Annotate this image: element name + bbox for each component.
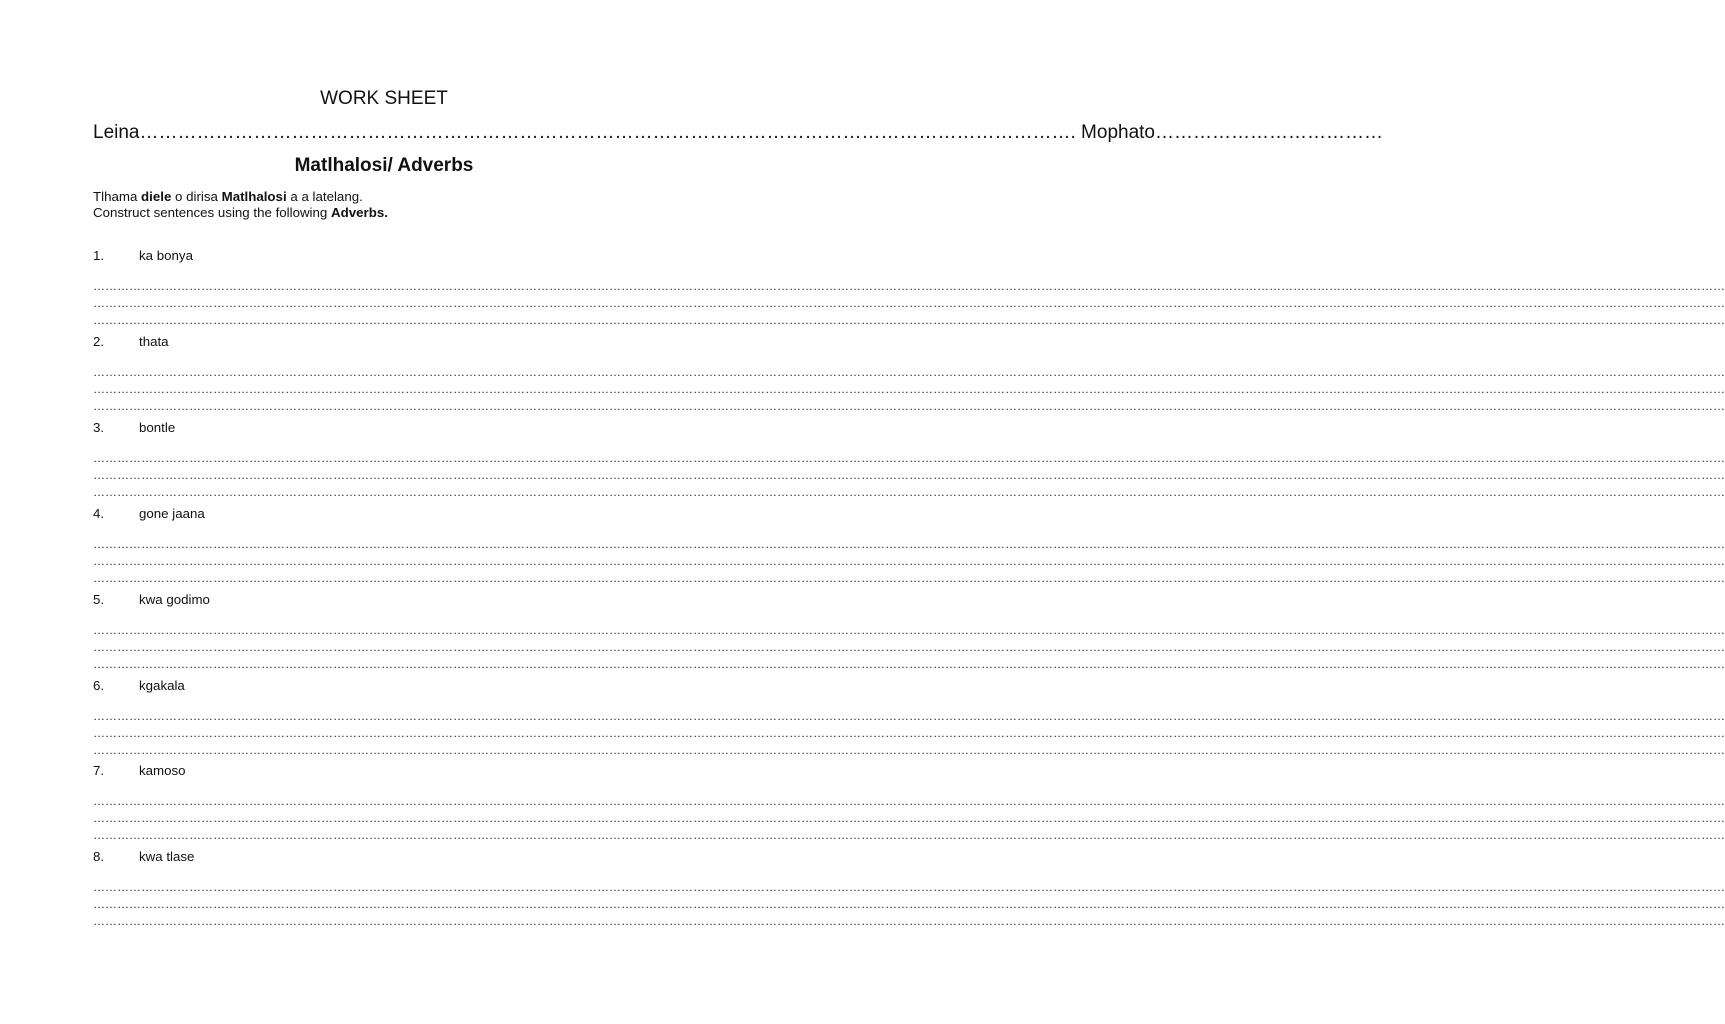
adverb-word: kwa godimo (139, 592, 210, 607)
answer-line[interactable]: ………………………………………………………………………………………………………………………………………………………………………………………………………………………………………………………………………………………………………………………………………………………………………… (93, 537, 1725, 551)
answer-line[interactable]: ………………………………………………………………………………………………………………………………………………………………………………………………………………………………………………………………………………………………………………………………………………………………………… (93, 296, 1725, 310)
answer-line[interactable]: ………………………………………………………………………………………………………………………………………………………………………………………………………………………………………………………………………………………………………………………………………………………………………… (93, 657, 1725, 671)
exercise-number: 1. (93, 248, 105, 263)
exercise-heading (93, 678, 693, 694)
exercise-number: 7. (93, 763, 105, 778)
instruction-bold: diele (141, 189, 172, 204)
adverb-word: kwa tlase (139, 849, 195, 864)
instruction-bold: Matlhalosi (221, 189, 287, 204)
exercise-number: 8. (93, 849, 105, 864)
instruction-bold: Adverbs. (331, 205, 388, 220)
exercise-heading (93, 420, 693, 436)
exercise-number: 6. (93, 678, 105, 693)
answer-line[interactable]: ………………………………………………………………………………………………………………………………………………………………………………………………………………………………………………………………………………………………………………………………………………………………………… (93, 811, 1725, 825)
exercise-heading (93, 763, 693, 779)
answer-line[interactable]: ………………………………………………………………………………………………………………………………………………………………………………………………………………………………………………………………………………………………………………………………………………………………………… (93, 880, 1725, 894)
exercise-item (93, 763, 1725, 844)
exercise-item (93, 506, 1725, 587)
exercise-number: 2. (93, 334, 105, 349)
answer-line[interactable]: ………………………………………………………………………………………………………………………………………………………………………………………………………………………………………………………………………………………………………………………………………………………………………… (93, 399, 1725, 413)
adverb-word: bontle (139, 420, 176, 435)
answer-line[interactable]: ………………………………………………………………………………………………………………………………………………………………………………………………………………………………………………………………………………………………………………………………………………………………………… (93, 914, 1725, 928)
exercise-number: 3. (93, 420, 105, 435)
answer-line[interactable]: ………………………………………………………………………………………………………………………………………………………………………………………………………………………………………………………………………………………………………………………………………………………………………… (93, 279, 1725, 293)
answer-line[interactable]: ………………………………………………………………………………………………………………………………………………………………………………………………………………………………………………………………………………………………………………………………………………………………………… (93, 382, 1725, 396)
answer-line[interactable]: ………………………………………………………………………………………………………………………………………………………………………………………………………………………………………………………………………………………………………………………………………………………………………… (93, 554, 1725, 568)
worksheet-subtitle: Matlhalosi/ Adverbs (294, 155, 474, 176)
adverb-word: ka bonya (139, 248, 193, 263)
adverb-word: kgakala (139, 678, 185, 693)
answer-line[interactable]: ………………………………………………………………………………………………………………………………………………………………………………………………………………………………………………………………………………………………………………………………………………………………………… (93, 709, 1725, 723)
answer-line[interactable]: ………………………………………………………………………………………………………………………………………………………………………………………………………………………………………………………………………………………………………………………………………………………………………… (93, 365, 1725, 379)
instruction-english (93, 205, 388, 221)
exercise-number: 4. (93, 506, 105, 521)
exercise-heading (93, 248, 693, 264)
exercise-item (93, 248, 1725, 329)
exercise-item (93, 334, 1725, 415)
instruction-text: Tlhama (93, 189, 142, 204)
answer-line[interactable]: ………………………………………………………………………………………………………………………………………………………………………………………………………………………………………………………………………………………………………………………………………………………………………… (93, 485, 1725, 499)
adverb-word: thata (139, 334, 169, 349)
instruction-text: a a latelang. (286, 189, 363, 204)
exercise-number: 5. (93, 592, 105, 607)
answer-line[interactable]: ………………………………………………………………………………………………………………………………………………………………………………………………………………………………………………………………………………………………………………………………………………………………………… (93, 794, 1725, 808)
answer-line[interactable]: ………………………………………………………………………………………………………………………………………………………………………………………………………………………………………………………………………………………………………………………………………………………………………… (93, 623, 1725, 637)
instruction-text: o dirisa (171, 189, 222, 204)
exercise-heading (93, 849, 693, 865)
adverb-word: kamoso (139, 763, 186, 778)
exercise-item (93, 420, 1725, 501)
answer-line[interactable]: ………………………………………………………………………………………………………………………………………………………………………………………………………………………………………………………………………………………………………………………………………………………………………… (93, 726, 1725, 740)
instruction-setswana (93, 189, 363, 205)
exercise-item (93, 678, 1725, 759)
name-class-line: Leina…………………………………………………………………………………………………………………………………. Mophato……………………………… (93, 122, 1383, 143)
exercise-item (93, 849, 1725, 930)
worksheet-title: WORK SHEET (320, 88, 448, 109)
answer-line[interactable]: ………………………………………………………………………………………………………………………………………………………………………………………………………………………………………………………………………………………………………………………………………………………………………… (93, 451, 1725, 465)
answer-line[interactable]: ………………………………………………………………………………………………………………………………………………………………………………………………………………………………………………………………………………………………………………………………………………………………………… (93, 571, 1725, 585)
adverb-word: gone jaana (139, 506, 205, 521)
exercise-heading (93, 592, 693, 608)
answer-line[interactable]: ………………………………………………………………………………………………………………………………………………………………………………………………………………………………………………………………………………………………………………………………………………………………………… (93, 897, 1725, 911)
instruction-text: Construct sentences using the following (93, 205, 332, 220)
answer-line[interactable]: ………………………………………………………………………………………………………………………………………………………………………………………………………………………………………………………………………………………………………………………………………………………………………… (93, 640, 1725, 654)
exercise-item (93, 592, 1725, 673)
answer-line[interactable]: ………………………………………………………………………………………………………………………………………………………………………………………………………………………………………………………………………………………………………………………………………………………………………… (93, 743, 1725, 757)
exercise-heading (93, 506, 693, 522)
answer-line[interactable]: ………………………………………………………………………………………………………………………………………………………………………………………………………………………………………………………………………………………………………………………………………………………………………… (93, 313, 1725, 327)
answer-line[interactable]: ………………………………………………………………………………………………………………………………………………………………………………………………………………………………………………………………………………………………………………………………………………………………………… (93, 828, 1725, 842)
exercise-heading (93, 334, 693, 350)
answer-line[interactable]: ………………………………………………………………………………………………………………………………………………………………………………………………………………………………………………………………………………………………………………………………………………………………………… (93, 468, 1725, 482)
